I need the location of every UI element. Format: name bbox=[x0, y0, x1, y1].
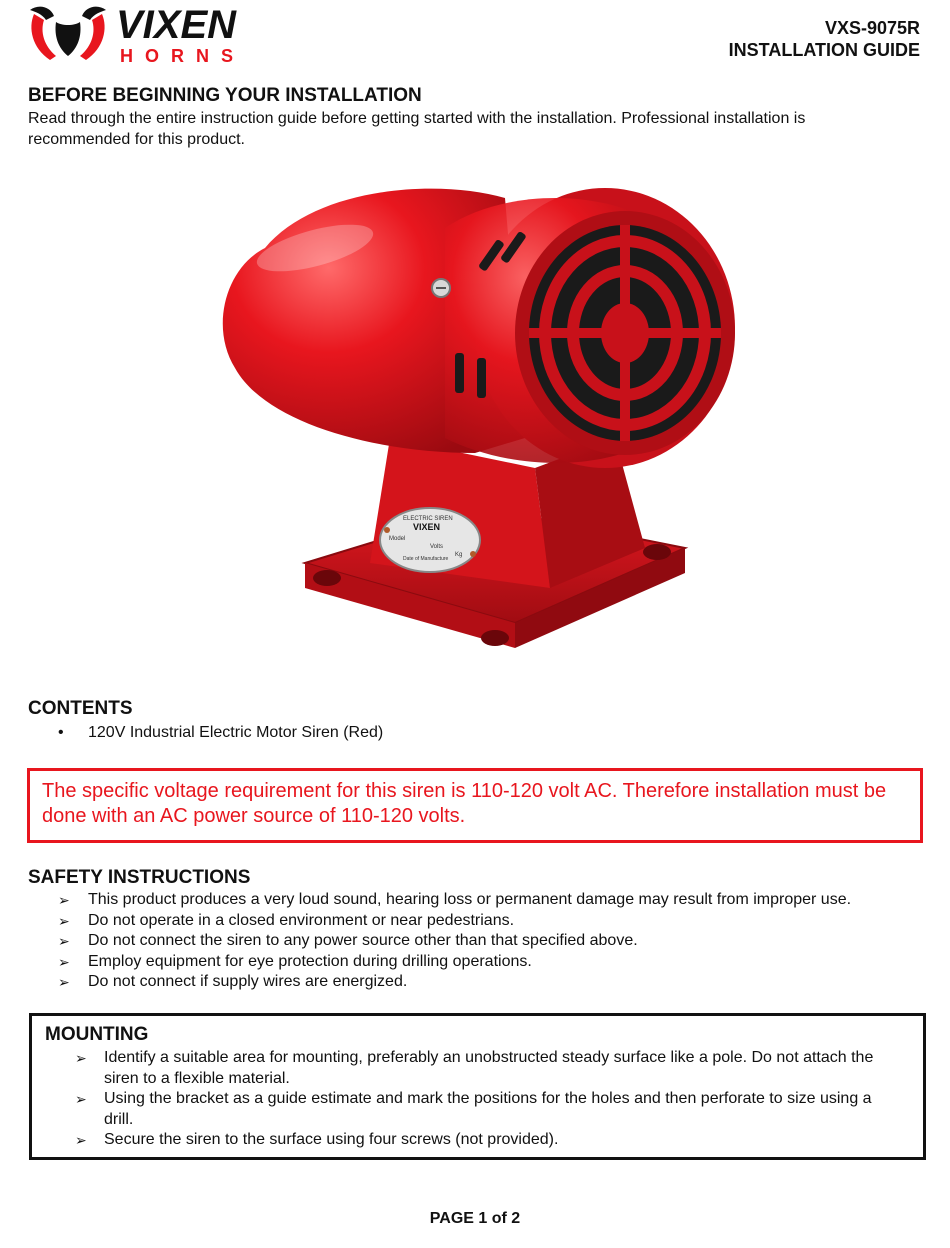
contents-list bbox=[28, 722, 383, 743]
mounting-list bbox=[45, 1048, 905, 1151]
arrow-bullet-icon: ➢ bbox=[75, 1091, 87, 1108]
contents-heading: CONTENTS bbox=[28, 698, 133, 719]
arrow-bullet-icon: ➢ bbox=[75, 1050, 87, 1066]
arrow-bullet-icon: ➢ bbox=[58, 933, 70, 950]
list-item: ➢ Do not connect the siren to any power source other than that specified above. bbox=[28, 931, 908, 952]
arrow-bullet-icon: ➢ bbox=[58, 974, 70, 991]
svg-text:Date of Manufacture: Date of Manufacture bbox=[403, 556, 449, 562]
siren-base-icon bbox=[305, 438, 685, 648]
arrow-bullet-icon: ➢ bbox=[75, 1132, 87, 1149]
before-body: Read through the entire instruction guide before getting started with the installation. Professional installation is recommended for this product. bbox=[28, 110, 806, 148]
svg-text:VIXEN: VIXEN bbox=[413, 522, 441, 532]
arrow-bullet-icon: ➢ bbox=[58, 912, 70, 929]
siren-nameplate bbox=[380, 508, 480, 572]
list-item: ➢ Do not connect if supply wires are energized. bbox=[28, 972, 908, 993]
logo-subword: HORNS bbox=[120, 46, 246, 66]
logo-wordmark: VIXEN bbox=[116, 3, 237, 47]
svg-text:Volts: Volts bbox=[430, 544, 444, 550]
list-item: ➢ Do not operate in a closed environment or near pedestrians. bbox=[28, 911, 908, 932]
list-item: ➢ Employ equipment for eye protection during drilling operations. bbox=[28, 952, 908, 973]
vixen-horns-logo bbox=[28, 2, 283, 66]
model-number: VXS-9075R bbox=[824, 18, 920, 38]
arrow-bullet-icon: ➢ bbox=[58, 953, 70, 970]
before-heading: BEFORE BEGINNING YOUR INSTALLATION bbox=[28, 85, 422, 106]
svg-text:Model: Model bbox=[389, 536, 406, 542]
arrow-bullet-icon: ➢ bbox=[58, 892, 70, 908]
mounting-heading: MOUNTING bbox=[45, 1024, 149, 1045]
siren-body-icon bbox=[223, 188, 735, 468]
siren-product-image bbox=[205, 168, 745, 678]
horns-emblem-icon bbox=[30, 7, 106, 60]
list-item: • 120V Industrial Electric Motor Siren (Red) bbox=[28, 722, 383, 743]
list-item: ➢ Secure the siren to the surface using four screws (not provided). bbox=[45, 1130, 905, 1151]
list-item: ➢ Identify a suitable area for mounting, preferably an unobstructed steady surface like a pole. Do not attach the siren to a flexible material. bbox=[75, 1049, 874, 1087]
page-number: PAGE 1 of 2 bbox=[429, 1210, 521, 1227]
document-title: INSTALLATION GUIDE bbox=[728, 40, 920, 60]
safety-heading: SAFETY INSTRUCTIONS bbox=[28, 867, 251, 888]
svg-text:Kg: Kg bbox=[455, 552, 463, 558]
list-item: ➢ This product produces a very loud sound, hearing loss or permanent damage may result from improper use. bbox=[28, 890, 908, 911]
svg-text:ELECTRIC SIREN: ELECTRIC SIREN bbox=[403, 516, 453, 522]
safety-list bbox=[28, 890, 908, 993]
list-item: ➢ Using the bracket as a guide estimate and mark the positions for the holes and then perforate to size using a drill. bbox=[75, 1090, 872, 1128]
voltage-warning-box: The specific voltage requirement for this siren is 110-120 volt AC. Therefore installation must be done with an AC power source of 110-120 volts. bbox=[27, 768, 923, 843]
mounting-box bbox=[29, 1013, 926, 1160]
